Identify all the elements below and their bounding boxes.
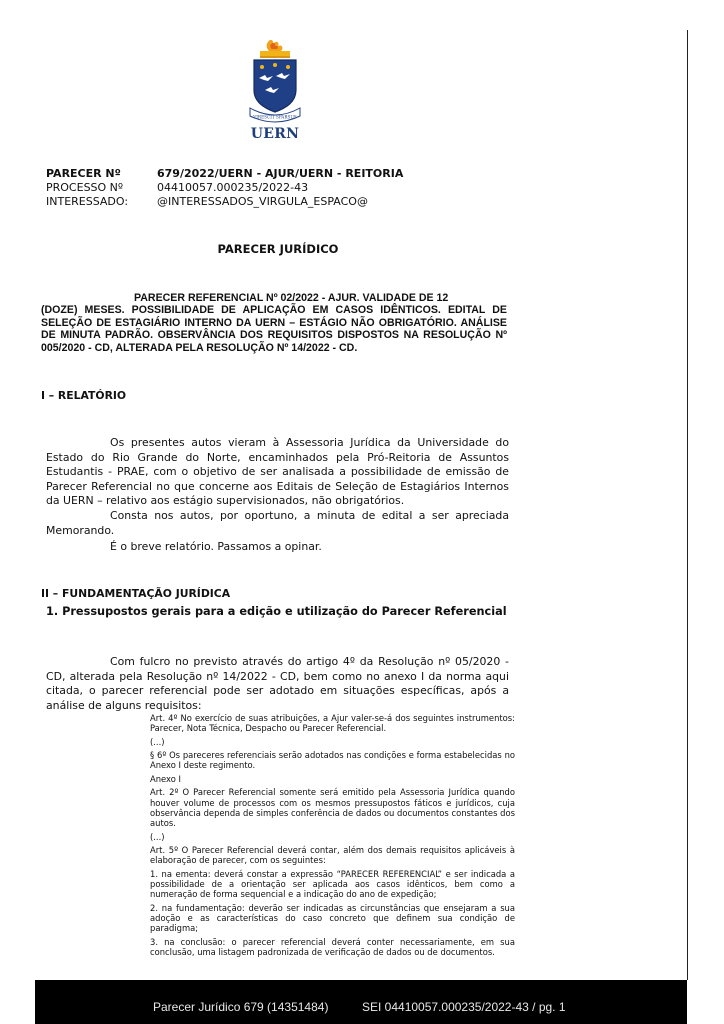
logo-wordmark: UERN	[250, 126, 300, 142]
page-margin-rule	[687, 30, 688, 980]
document-header	[46, 167, 403, 209]
footer-process-page: SEI 04410057.000235/2022-43 / pg. 1	[362, 1000, 566, 1014]
citation-paragraph: (...)	[150, 736, 165, 747]
processo-value: 04410057.000235/2022-43	[157, 181, 309, 194]
document-title: PARECER JURÍDICO	[217, 242, 339, 256]
section-fundamentacao-heading: II – FUNDAMENTAÇÃO JURÍDICA	[41, 587, 231, 600]
section-relatorio-heading: I – RELATÓRIO	[41, 389, 127, 402]
citation-paragraph: Anexo I	[150, 773, 181, 784]
processo-label: PROCESSO Nº	[46, 181, 124, 194]
relatorio-paragraph-2: Consta nos autos, por oportuno, a minuta de edital a ser apreciada Memorando.	[46, 509, 509, 537]
citation-paragraph: 1. na ementa: deverá constar a expressão “PARECER REFERENCIAL” e ser indicada a possibilidade de a orientação ser aplicada aos casos idênticos, bem como a numeração de forma sequencial e a indicação do ano de expedição;	[150, 868, 515, 900]
legal-citation	[150, 713, 515, 960]
relatorio-paragraph-1: Os presentes autos vieram à Assessoria Jurídica da Universidade do Estado do Rio Grande do Norte, encaminhados pela Pró-Reitoria de Assuntos Estudantis - PRAE, com o objetivo de ser analisada a possibilidade de emissão de Parecer Referencial no que concerne aos Editais de Seleção de Estagiários Internos da UERN – relativo aos estágio supervisionados, não obrigatórios.	[46, 436, 509, 508]
relatorio-paragraph-3: É o breve relatório. Passamos a opinar.	[110, 540, 322, 553]
interessado-row	[46, 195, 403, 209]
citation-paragraph: 2. na fundamentação: deverão ser indicadas as circunstâncias que ensejaram a sua adoção e as características do caso concreto que definem sua condição de paradigma;	[150, 902, 515, 934]
svg-text:VIRESCIT SPARSUS: VIRESCIT SPARSUS	[253, 114, 297, 120]
fundamentacao-paragraph-1: Com fulcro no previsto através do artigo 4º da Resolução nº 05/2020 - CD, alterada pela Resolução nº 14/2022 - CD, bem como no anexo I da norma aqui citada, o parecer referencial pode ser adotado em situações específicas, após a análise de alguns requisitos:	[46, 655, 509, 712]
ementa	[41, 292, 507, 354]
citation-paragraph: Art. 4º No exercício de suas atribuições, a Ajur valer-se-á dos seguintes instrumentos: Parecer, Nota Técnica, Despacho ou Parecer Referencial.	[150, 713, 515, 734]
citation-paragraph: (...)	[150, 831, 165, 842]
citation-paragraph: § 6º Os pareceres referenciais serão adotados nas condições e forma estabelecidas no Anexo I deste regimento.	[150, 750, 515, 771]
footer-document-id: Parecer Jurídico 679 (14351484)	[153, 1000, 329, 1014]
subsection-heading: 1. Pressupostos gerais para a edição e utilização do Parecer Referencial	[46, 605, 507, 618]
interessado-label: INTERESSADO:	[46, 195, 129, 208]
parecer-label: PARECER Nº	[46, 167, 121, 180]
uern-crest-icon	[246, 38, 304, 128]
parecer-value: 679/2022/UERN - AJUR/UERN - REITORIA	[157, 167, 404, 180]
ementa-first-line: PARECER REFERENCIAL Nº 02/2022 - AJUR. VALIDADE DE 12	[134, 292, 449, 304]
parecer-row	[46, 167, 403, 181]
citation-paragraph: Art. 5º O Parecer Referencial deverá contar, além dos demais requisitos aplicáveis à elaboração de parecer, com os seguintes:	[150, 845, 515, 866]
uern-logo	[246, 38, 304, 144]
citation-paragraph: 3. na conclusão: o parecer referencial deverá conter necessariamente, em sua conclusão, uma listagem padronizada de verificação de dados ou de documentos.	[150, 936, 515, 957]
interessado-value: @INTERESSADOS_VIRGULA_ESPACO@	[157, 195, 368, 208]
page-footer	[35, 980, 687, 1024]
citation-paragraph: Art. 2º O Parecer Referencial somente será emitido pela Assessoria Jurídica quando houver volume de processos com os mesmos pressupostos fáticos e jurídicos, cuja observância dependa de simples conferência de dados ou documentos constantes dos autos.	[150, 787, 515, 829]
ementa-text: (DOZE) MESES. POSSIBILIDADE DE APLICAÇÃO EM CASOS IDÊNTICOS. EDITAL DE SELEÇÃO DE ESTAGIÁRIO INTERNO DA UERN – ESTÁGIO NÃO OBRIGATÓRIO. ANÁLISE DE MINUTA PADRÃO. OBSERVÂNCIA DOS REQUISITOS DISPOSTOS NA RESOLUÇÃO Nº 005/2020 - CD, ALTERADA PELA RESOLUÇÃO Nº 14/2022 - CD.	[41, 304, 507, 354]
processo-row	[46, 181, 403, 195]
